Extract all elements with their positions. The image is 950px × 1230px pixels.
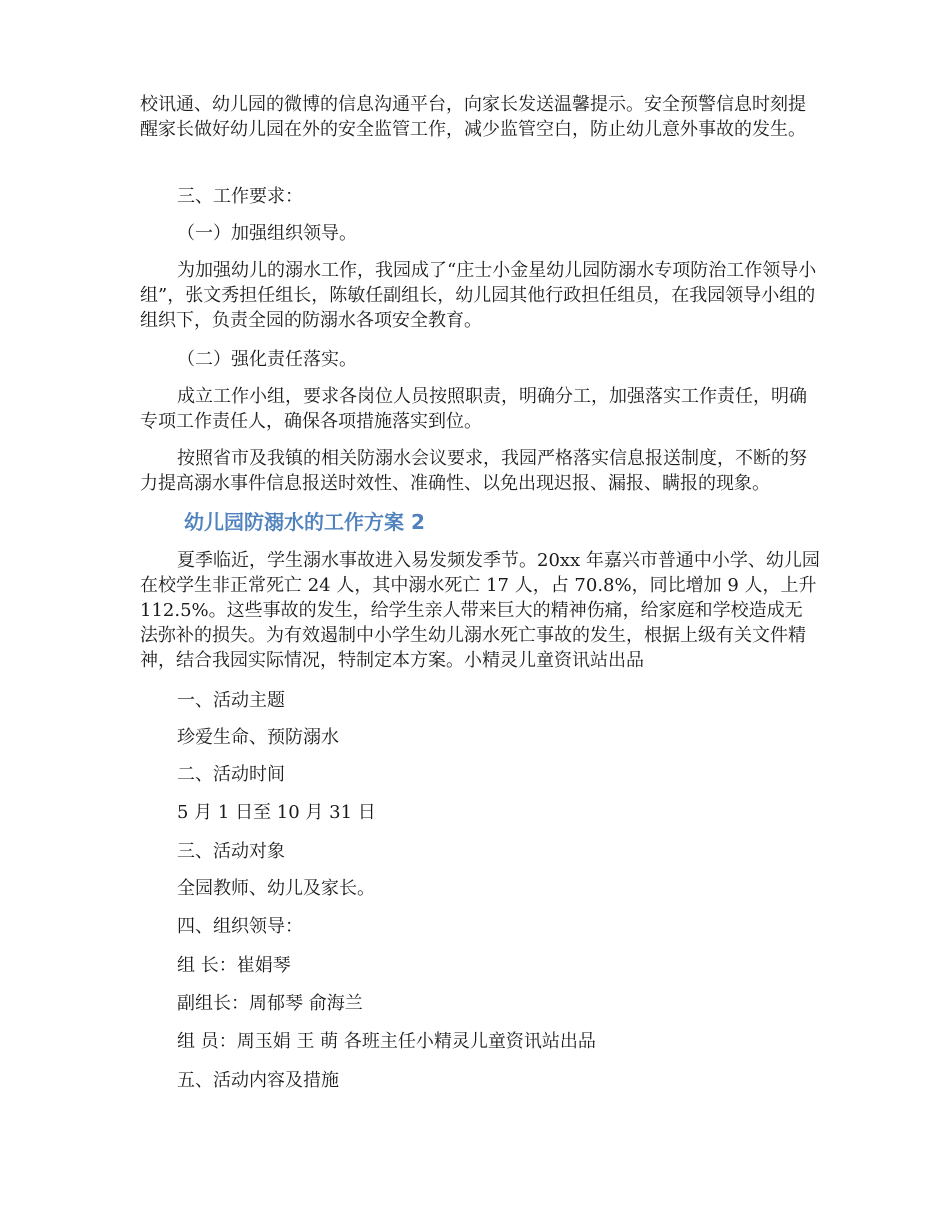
subsection-1-title: （一）加强组织领导。 [177,223,357,244]
item-leadership-title: 四、组织领导： [177,916,303,937]
subsection-2-body: 成立工作小组，要求各岗位人员按照职责，明确分工，加强落实工作责任，明确专项工作责任人，确保各项措施落实到位。 [140,386,807,432]
subsection-1-body: 为加强幼儿的溺水工作，我园成了“庄士小金星幼儿园防溺水专项防治工作领导小组”，张文秀担任组长，陈敏任副组长，幼儿园其他行政担任组员，在我园领导小组的组织下，负责全园的防溺水各项安全教育。 [140,260,817,331]
intro-paragraph: 校讯通、幼儿园的微博的信息沟通平台，向家长发送温馨提示。安全预警信息时刻提醒家长做好幼儿园在外的安全监管工作，减少监管空白，防止幼儿意外事故的发生。 [140,94,806,140]
item-activity-theme-title: 一、活动主题 [177,690,285,711]
item-activity-time-title: 二、活动时间 [177,764,285,785]
item-deputy-leader: 副组长：周郁琴 俞海兰 [177,993,363,1014]
item-activity-target: 全园教师、幼儿及家长。 [177,878,375,899]
item-activity-target-title: 三、活动对象 [177,841,285,862]
subsection-2-title: （二）强化责任落实。 [177,349,357,370]
section-3-title: 三、工作要求： [177,186,303,207]
item-leader: 组 长：崔娟琴 [177,955,291,976]
item-activity-time: 5 月 1 日至 10 月 31 日 [177,802,376,823]
plan-2-heading: 幼儿园防溺水的工作方案 2 [184,510,425,534]
subsection-2-body-2: 按照省市及我镇的相关防溺水会议要求，我园严格落实信息报送制度，不断的努力提高溺水事件信息报送时效性、准确性、以免出现迟报、漏报、瞒报的现象。 [140,448,807,494]
item-members: 组 员：周玉娟 王 萌 各班主任小精灵儿童资讯站出品 [177,1031,596,1052]
item-activity-theme: 珍爱生命、预防溺水 [177,727,339,748]
plan-2-intro: 夏季临近，学生溺水事故进入易发频发季节。20xx 年嘉兴市普通中小学、幼儿园在校学生非正常死亡 24 人，其中溺水死亡 17 人，占 70.8%，同比增加 9 人，上升 112.5%。这些事故的发生，给学生亲人带来巨大的精神伤痛，给家庭和学校造成无法弥补的损失。为有效遏制中小学生幼儿溺水死亡事故的发生，根据上级有关文件精神，结合我园实际情况，特制定本方案。小精灵儿童资讯站出品 [140,550,820,671]
item-content-measures-title: 五、活动内容及措施 [177,1070,339,1091]
